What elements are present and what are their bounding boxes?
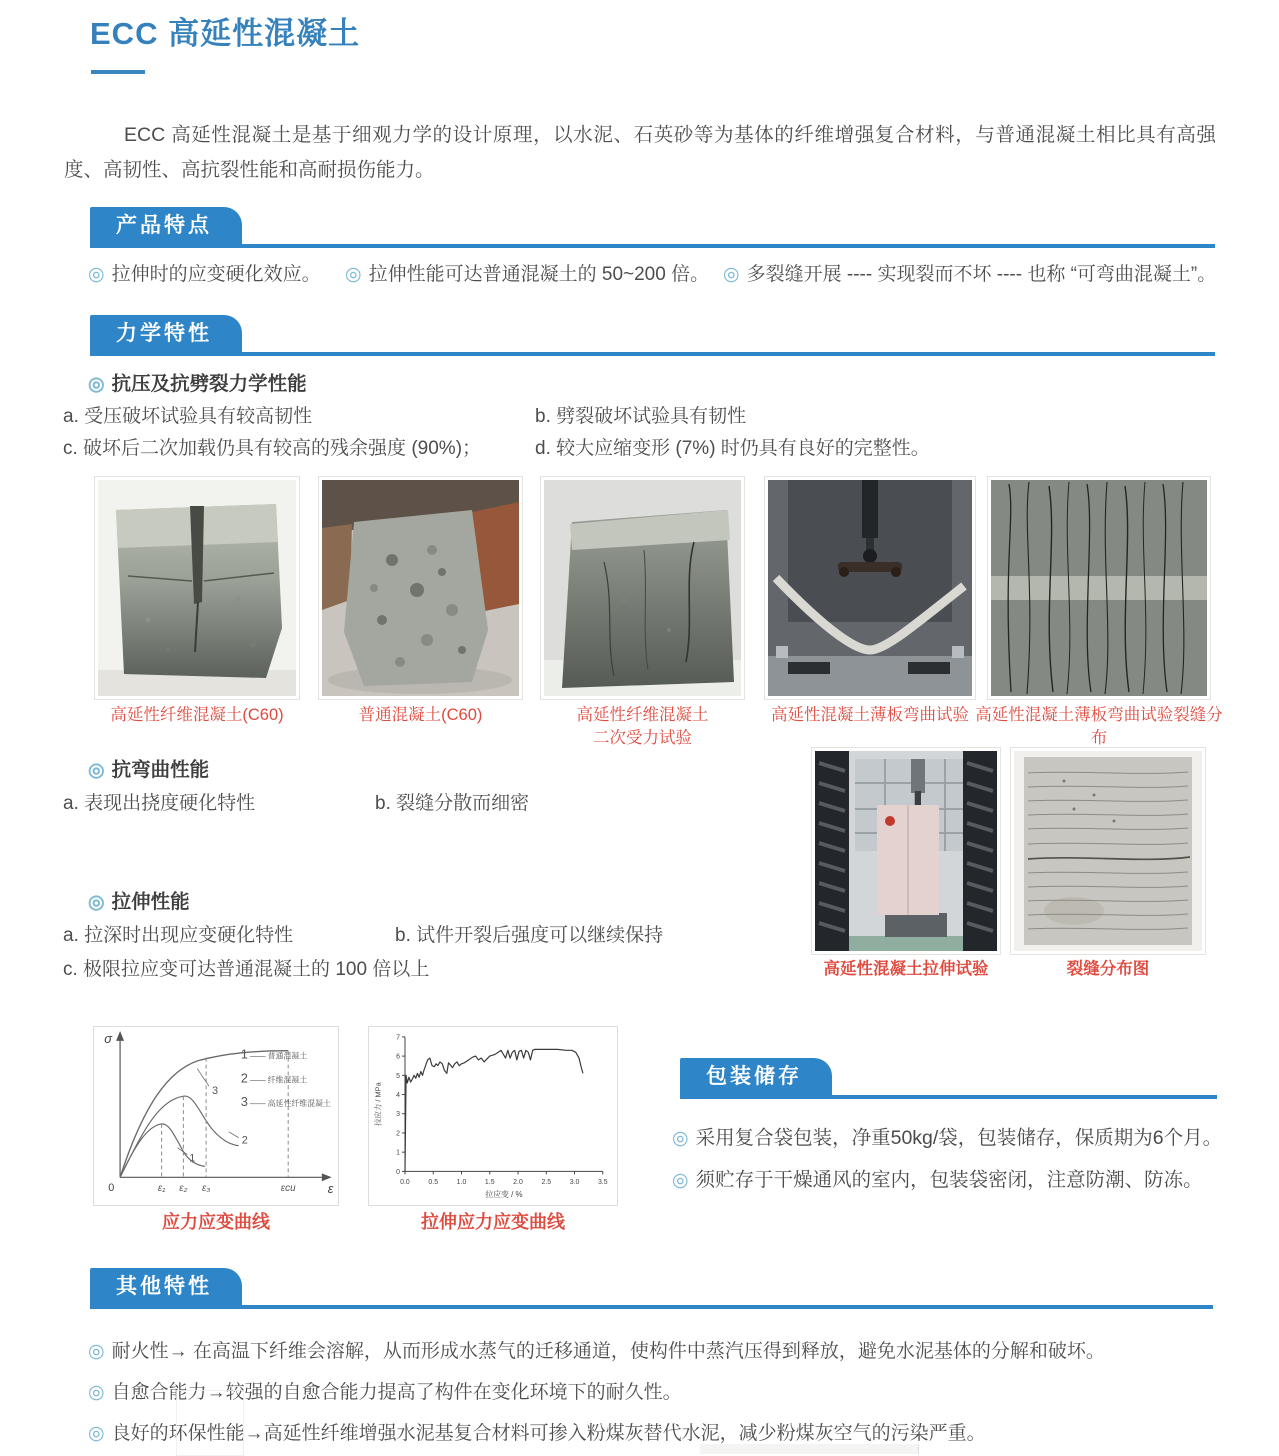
svg-text:5: 5 xyxy=(396,1072,401,1080)
photo-thin-plate-bending-test-image xyxy=(768,480,972,696)
features-tab: 产品特点 xyxy=(90,207,242,244)
photo-bending-crack-pattern-image xyxy=(991,480,1207,696)
photo-caption-line2: 二次受力试验 xyxy=(593,729,692,747)
photo-caption: 高延性混凝土拉伸试验 xyxy=(823,960,989,978)
watermark-outline xyxy=(176,1390,244,1456)
double-circle-bullet-icon: ◎ xyxy=(88,374,105,395)
svg-text:3: 3 xyxy=(396,1111,401,1119)
compression-subtitle xyxy=(88,368,307,396)
photo-ecc-specimen-c60-image xyxy=(98,480,296,696)
title-underline xyxy=(91,70,145,74)
double-circle-bullet-icon: ◎ xyxy=(345,264,362,285)
double-circle-bullet-icon: ◎ xyxy=(88,892,105,913)
photo-crack-distribution xyxy=(1010,747,1206,955)
bending-subtitle xyxy=(88,754,209,782)
compression-item-c: c. 破坏后二次加载仍具有较高的残余强度 (90%)； xyxy=(63,438,482,459)
packaging-bullet xyxy=(672,1164,1203,1192)
packaging-bullet-text: 采用复合袋包装，净重50kg/袋，包装储存，保质期为6个月。 xyxy=(695,1127,1223,1149)
x-axis-arrow-icon xyxy=(322,1173,332,1181)
svg-text:3.5: 3.5 xyxy=(597,1179,608,1187)
compression-item-d: d. 较大应缩变形 (7%) 时仍具有良好的完整性。 xyxy=(535,438,930,459)
double-circle-bullet-icon: ◎ xyxy=(672,1128,689,1149)
section-header-mechanical xyxy=(90,315,1215,356)
photo-caption-line1: 高延性纤维混凝土 xyxy=(576,706,709,724)
x-tick-label: ε₁ xyxy=(157,1183,166,1195)
double-circle-bullet-icon: ◎ xyxy=(88,1341,105,1362)
svg-text:0: 0 xyxy=(396,1168,401,1176)
double-circle-bullet-icon: ◎ xyxy=(672,1170,689,1191)
photo-caption: 裂缝分布图 xyxy=(1066,960,1150,978)
compression-item-b: b. 劈裂破坏试验具有韧性 xyxy=(535,406,747,427)
photo-ecc-specimen-c60 xyxy=(94,476,300,700)
section-header-packaging xyxy=(680,1058,1217,1099)
double-circle-bullet-icon: ◎ xyxy=(88,264,105,285)
other-bullet-text: 自愈合能力→较强的自愈合能力提高了构件在变化环境下的耐久性。 xyxy=(111,1382,682,1403)
feature-bullet-text: 拉伸时的应变硬化效应。 xyxy=(111,264,321,285)
feature-bullet xyxy=(88,259,321,286)
mechanical-tab: 力学特性 xyxy=(90,315,242,352)
photo-bending-crack-pattern xyxy=(987,476,1211,700)
photo-crack-distribution-image xyxy=(1014,751,1202,951)
intro-paragraph: ECC 高延性混凝土是基于细观力学的设计原理，以水泥、石英砂等为基体的纤维增强复合材料，与普通混凝土相比具有高强度、高韧性、高抗裂性能和高耐损伤能力。 xyxy=(64,124,1216,181)
packaging-bullet xyxy=(672,1122,1222,1150)
svg-text:拉应变 / %: 拉应变 / % xyxy=(485,1190,523,1200)
photo-caption: 高延性混凝土薄板弯曲试验 xyxy=(771,706,969,724)
tension-item-b: b. 试件开裂后强度可以继续保持 xyxy=(395,925,664,946)
other-bullet xyxy=(88,1336,1105,1363)
x-tick-label: ε₂ xyxy=(179,1183,188,1195)
legend-entry: 2 —— 纤维混凝土 xyxy=(240,1070,308,1086)
svg-text:1.5: 1.5 xyxy=(484,1179,495,1187)
photo-ecc-secondary-load-image xyxy=(544,480,741,696)
stress-strain-schematic-chart xyxy=(93,1026,339,1206)
tension-subtitle-text: 拉伸性能 xyxy=(111,891,190,913)
feature-bullet-text: 多裂缝开展 ---- 实现裂而不坏 ---- 也称 “可弯曲混凝土”。 xyxy=(746,264,1217,285)
tensile-stress-strain-svg xyxy=(369,1027,617,1205)
other-tab: 其他特性 xyxy=(90,1268,242,1305)
photo-tensile-test-machine-image xyxy=(815,751,997,951)
compression-subtitle-text: 抗压及抗劈裂力学性能 xyxy=(111,373,307,395)
double-circle-bullet-icon: ◎ xyxy=(723,264,740,285)
photo-ordinary-concrete-c60-image xyxy=(322,480,519,696)
svg-text:0.5: 0.5 xyxy=(428,1179,439,1187)
bending-item-b: b. 裂缝分散而细密 xyxy=(375,793,530,814)
tension-subtitle xyxy=(88,886,190,914)
tensile-stress-strain-chart xyxy=(368,1026,618,1206)
legend-entry: 3 —— 高延性纤维混凝土 xyxy=(240,1094,331,1110)
svg-text:4: 4 xyxy=(396,1091,401,1099)
x-axis-label: ε xyxy=(327,1181,334,1197)
stress-strain-schematic-svg xyxy=(94,1027,338,1205)
x-tick-label: εcu xyxy=(280,1183,296,1195)
legend-entry: 1 —— 普通混凝土 xyxy=(240,1046,308,1062)
photo-thin-plate-bending-test xyxy=(764,476,976,700)
svg-text:拉应力 / MPa: 拉应力 / MPa xyxy=(373,1082,383,1126)
chart-caption: 应力应变曲线 xyxy=(162,1212,270,1232)
curve-label-2: 2 xyxy=(241,1134,248,1147)
x-tick-label: ε₃ xyxy=(201,1183,211,1195)
svg-text:7: 7 xyxy=(396,1034,401,1042)
photo-caption: 高延性混凝土薄板弯曲试验裂缝分布 xyxy=(975,706,1223,747)
double-circle-bullet-icon: ◎ xyxy=(88,1423,105,1444)
photo-ecc-secondary-load xyxy=(540,476,745,700)
other-bullet-text: 良好的环保性能→高延性纤维增强水泥基复合材料可掺入粉煤灰替代水泥，减少粉煤灰空气的污染严重。 xyxy=(111,1423,986,1444)
chart-caption: 拉伸应力应变曲线 xyxy=(421,1212,565,1232)
page-title: ECC 高延性混凝土 xyxy=(90,16,361,51)
curve-label-1: 1 xyxy=(189,1152,196,1165)
svg-text:3.0: 3.0 xyxy=(569,1179,580,1187)
packaging-bullet-text: 须贮存于干燥通风的室内，包装袋密闭，注意防潮、防冻。 xyxy=(695,1169,1203,1191)
bending-subtitle-text: 抗弯曲性能 xyxy=(111,759,210,781)
svg-text:2.0: 2.0 xyxy=(513,1179,523,1187)
compression-item-a: a. 受压破坏试验具有较高韧性 xyxy=(63,406,313,427)
photo-ordinary-concrete-c60 xyxy=(318,476,523,700)
origin-label: 0 xyxy=(108,1182,115,1195)
curve-label-3: 3 xyxy=(212,1085,219,1098)
photo-caption: 高延性纤维混凝土(C60) xyxy=(110,706,284,724)
svg-text:2: 2 xyxy=(396,1130,401,1138)
svg-text:0.0: 0.0 xyxy=(400,1179,410,1187)
section-header-other xyxy=(90,1268,1213,1309)
y-axis-label: σ xyxy=(104,1030,113,1046)
bending-item-a: a. 表现出挠度硬化特性 xyxy=(63,793,256,814)
feature-bullet xyxy=(345,259,709,286)
double-circle-bullet-icon: ◎ xyxy=(88,1382,105,1403)
photo-caption xyxy=(540,704,745,750)
packaging-tab: 包装储存 xyxy=(680,1058,832,1095)
other-bullet-text: 耐火性→ 在高温下纤维会溶解，从而形成水蒸气的迁移通道，使构件中蒸汽压得到释放，避免水泥基体的分解和破坏。 xyxy=(111,1341,1105,1362)
feature-bullet xyxy=(723,259,1216,286)
svg-text:6: 6 xyxy=(396,1053,401,1061)
double-circle-bullet-icon: ◎ xyxy=(88,760,105,781)
svg-text:2.5: 2.5 xyxy=(541,1179,552,1187)
svg-text:1.0: 1.0 xyxy=(456,1179,467,1187)
tension-item-c: c. 极限拉应变可达普通混凝土的 100 倍以上 xyxy=(63,959,430,980)
section-header-features xyxy=(90,207,1215,248)
svg-text:1: 1 xyxy=(396,1149,401,1157)
photo-caption: 普通混凝土(C60) xyxy=(358,706,483,724)
y-axis-arrow-icon xyxy=(116,1031,124,1041)
feature-bullet-text: 拉伸性能可达普通混凝土的 50~200 倍。 xyxy=(368,264,710,285)
tension-item-a: a. 拉深时出现应变硬化特性 xyxy=(63,925,294,946)
photo-tensile-test-machine xyxy=(811,747,1001,955)
watermark-strip xyxy=(700,1444,919,1454)
